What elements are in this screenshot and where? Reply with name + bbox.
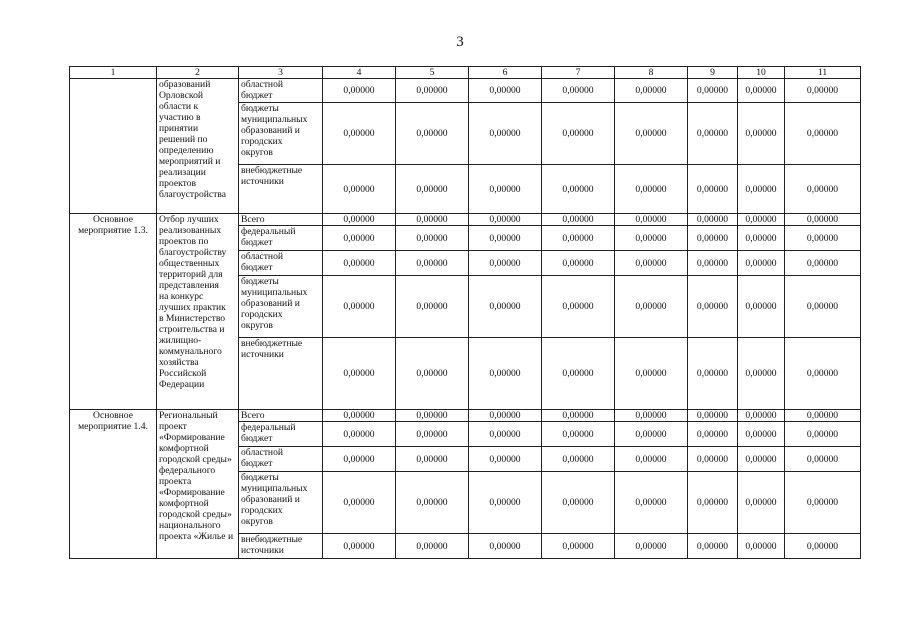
text-line: внебюджетные bbox=[241, 338, 303, 349]
amount-cell: 0,00000 bbox=[615, 472, 688, 534]
amount-cell: 0,00000 bbox=[738, 534, 785, 559]
text-line: коммунального bbox=[159, 346, 222, 357]
text-line: образований и bbox=[241, 125, 300, 136]
text-line: бюджет bbox=[241, 237, 273, 248]
amount-cell: 0,00000 bbox=[785, 472, 861, 534]
amount-cell: 0,00000 bbox=[542, 165, 615, 214]
amount-cell: 0,00000 bbox=[542, 276, 615, 338]
amount-cell: 0,00000 bbox=[469, 276, 542, 338]
text-line: бюджеты bbox=[241, 472, 279, 483]
text-line: строительства и bbox=[159, 324, 225, 335]
amount-cell: 0,00000 bbox=[469, 251, 542, 276]
amount-cell: 0,00000 bbox=[469, 79, 542, 103]
amount-cell: 0,00000 bbox=[688, 251, 738, 276]
funding-row bbox=[70, 214, 861, 226]
text-line: образований и bbox=[241, 298, 300, 309]
amount-cell: 0,00000 bbox=[785, 447, 861, 472]
text-line: муниципальных bbox=[241, 114, 308, 125]
text-line: Российской bbox=[159, 368, 207, 379]
main-event-cell bbox=[70, 410, 157, 559]
amount-cell: 0,00000 bbox=[542, 214, 615, 226]
amount-cell: 0,00000 bbox=[396, 214, 469, 226]
text-line: комфортной bbox=[159, 443, 209, 454]
amount-cell: 0,00000 bbox=[688, 79, 738, 103]
amount-cell: 0,00000 bbox=[688, 410, 738, 422]
amount-cell: 0,00000 bbox=[615, 534, 688, 559]
funding-source-cell bbox=[239, 165, 323, 214]
amount-cell: 0,00000 bbox=[785, 534, 861, 559]
text-line: решений по bbox=[159, 134, 208, 145]
amount-cell: 0,00000 bbox=[542, 447, 615, 472]
amount-cell: 0,00000 bbox=[615, 226, 688, 251]
text-line: бюджеты bbox=[241, 103, 279, 114]
amount-cell: 0,00000 bbox=[323, 103, 396, 165]
amount-cell: 0,00000 bbox=[396, 447, 469, 472]
amount-cell: 0,00000 bbox=[738, 103, 785, 165]
text-line: городских bbox=[241, 505, 283, 516]
amount-cell: 0,00000 bbox=[469, 226, 542, 251]
text-line: принятии bbox=[159, 123, 199, 134]
amount-cell: 0,00000 bbox=[542, 338, 615, 410]
amount-cell: 0,00000 bbox=[469, 165, 542, 214]
text-line: проектов по bbox=[159, 236, 209, 247]
text-line: представления bbox=[159, 280, 219, 291]
amount-cell: 0,00000 bbox=[469, 410, 542, 422]
amount-cell: 0,00000 bbox=[785, 214, 861, 226]
amount-cell: 0,00000 bbox=[688, 422, 738, 447]
amount-cell: 0,00000 bbox=[688, 103, 738, 165]
amount-cell: 0,00000 bbox=[688, 338, 738, 410]
text-line: определению bbox=[159, 145, 214, 156]
amount-cell: 0,00000 bbox=[615, 276, 688, 338]
text-line: бюджет bbox=[241, 433, 273, 444]
column-header-1: 1 bbox=[70, 67, 157, 79]
text-line: образований и bbox=[241, 494, 300, 505]
amount-cell: 0,00000 bbox=[396, 410, 469, 422]
text-line: «Формирование bbox=[159, 432, 225, 443]
amount-cell: 0,00000 bbox=[396, 472, 469, 534]
funding-source-cell bbox=[239, 447, 323, 472]
event-description-cell bbox=[157, 79, 239, 214]
text-line: бюджет bbox=[241, 90, 273, 101]
text-line: федеральный bbox=[241, 422, 296, 433]
text-line: области к bbox=[159, 101, 199, 112]
text-line: областной bbox=[241, 251, 284, 262]
text-line: бюджет bbox=[241, 458, 273, 469]
amount-cell: 0,00000 bbox=[542, 226, 615, 251]
text-line: округов bbox=[241, 147, 273, 158]
amount-cell: 0,00000 bbox=[688, 214, 738, 226]
text-line: федерального bbox=[159, 465, 216, 476]
text-line: бюджеты bbox=[241, 276, 279, 287]
amount-cell: 0,00000 bbox=[785, 251, 861, 276]
amount-cell: 0,00000 bbox=[615, 251, 688, 276]
text-line: общественных bbox=[159, 258, 220, 269]
column-header-11: 11 bbox=[785, 67, 861, 79]
amount-cell: 0,00000 bbox=[542, 79, 615, 103]
funding-source-cell bbox=[239, 472, 323, 534]
amount-cell: 0,00000 bbox=[396, 534, 469, 559]
funding-source-cell bbox=[239, 410, 323, 422]
funding-source-cell bbox=[239, 226, 323, 251]
text-line: участию в bbox=[159, 112, 201, 123]
event-description-cell bbox=[157, 214, 239, 410]
text-line: в Министерство bbox=[159, 313, 226, 324]
amount-cell: 0,00000 bbox=[738, 276, 785, 338]
column-header-10: 10 bbox=[738, 67, 785, 79]
column-header-2: 2 bbox=[157, 67, 239, 79]
amount-cell: 0,00000 bbox=[738, 422, 785, 447]
amount-cell: 0,00000 bbox=[469, 214, 542, 226]
text-line: бюджет bbox=[241, 262, 273, 273]
funding-row bbox=[70, 410, 861, 422]
text-line: проектов bbox=[159, 178, 197, 189]
amount-cell: 0,00000 bbox=[396, 251, 469, 276]
text-line: Всего bbox=[241, 410, 265, 421]
amount-cell: 0,00000 bbox=[785, 103, 861, 165]
column-header-7: 7 bbox=[542, 67, 615, 79]
text-line: областной bbox=[241, 447, 284, 458]
amount-cell: 0,00000 bbox=[785, 276, 861, 338]
amount-cell: 0,00000 bbox=[615, 447, 688, 472]
amount-cell: 0,00000 bbox=[688, 226, 738, 251]
text-line: комфортной bbox=[159, 498, 209, 509]
amount-cell: 0,00000 bbox=[396, 338, 469, 410]
text-line: благоустройству bbox=[159, 247, 227, 258]
text-line: городских bbox=[241, 309, 283, 320]
text-line: хозяйства bbox=[159, 357, 199, 368]
amount-cell: 0,00000 bbox=[615, 165, 688, 214]
text-line: Орловской bbox=[159, 90, 204, 101]
text-line: образований bbox=[159, 79, 211, 90]
amount-cell: 0,00000 bbox=[323, 214, 396, 226]
amount-cell: 0,00000 bbox=[323, 422, 396, 447]
funding-source-cell bbox=[239, 276, 323, 338]
funding-source-cell bbox=[239, 79, 323, 103]
column-header-5: 5 bbox=[396, 67, 469, 79]
text-line: Всего bbox=[241, 214, 265, 225]
column-header-8: 8 bbox=[615, 67, 688, 79]
text-line: федеральный bbox=[241, 226, 296, 237]
funding-source-cell bbox=[239, 251, 323, 276]
text-line: реализованных bbox=[159, 225, 222, 236]
text-line: муниципальных bbox=[241, 287, 308, 298]
amount-cell: 0,00000 bbox=[542, 534, 615, 559]
funding-source-cell bbox=[239, 103, 323, 165]
amount-cell: 0,00000 bbox=[323, 338, 396, 410]
amount-cell: 0,00000 bbox=[785, 79, 861, 103]
amount-cell: 0,00000 bbox=[615, 410, 688, 422]
amount-cell: 0,00000 bbox=[469, 534, 542, 559]
amount-cell: 0,00000 bbox=[396, 422, 469, 447]
amount-cell: 0,00000 bbox=[738, 214, 785, 226]
text-line: лучших практик bbox=[159, 302, 226, 313]
amount-cell: 0,00000 bbox=[469, 422, 542, 447]
text-line: городской среды» bbox=[159, 454, 232, 465]
text-line: городской среды» bbox=[159, 509, 232, 520]
amount-cell: 0,00000 bbox=[323, 534, 396, 559]
amount-cell: 0,00000 bbox=[785, 165, 861, 214]
funding-source-cell bbox=[239, 214, 323, 226]
amount-cell: 0,00000 bbox=[542, 472, 615, 534]
text-line: проект bbox=[159, 421, 187, 432]
amount-cell: 0,00000 bbox=[396, 165, 469, 214]
amount-cell: 0,00000 bbox=[615, 103, 688, 165]
amount-cell: 0,00000 bbox=[738, 447, 785, 472]
amount-cell: 0,00000 bbox=[323, 447, 396, 472]
amount-cell: 0,00000 bbox=[542, 251, 615, 276]
amount-cell: 0,00000 bbox=[785, 226, 861, 251]
amount-cell: 0,00000 bbox=[738, 251, 785, 276]
amount-cell: 0,00000 bbox=[323, 410, 396, 422]
amount-cell: 0,00000 bbox=[323, 165, 396, 214]
funding-source-cell bbox=[239, 534, 323, 559]
amount-cell: 0,00000 bbox=[738, 226, 785, 251]
text-line: проекта «Жилье и bbox=[159, 531, 234, 542]
column-header-3: 3 bbox=[239, 67, 323, 79]
text-line: «Формирование bbox=[159, 487, 225, 498]
text-line: внебюджетные bbox=[241, 165, 303, 176]
amount-cell: 0,00000 bbox=[396, 79, 469, 103]
column-header-6: 6 bbox=[469, 67, 542, 79]
amount-cell: 0,00000 bbox=[396, 103, 469, 165]
text-line: благоустройства bbox=[159, 189, 227, 200]
text-line: на конкурс bbox=[159, 291, 204, 302]
amount-cell: 0,00000 bbox=[542, 103, 615, 165]
amount-cell: 0,00000 bbox=[542, 410, 615, 422]
amount-cell: 0,00000 bbox=[542, 422, 615, 447]
amount-cell: 0,00000 bbox=[688, 534, 738, 559]
text-line: территорий для bbox=[159, 269, 223, 280]
amount-cell: 0,00000 bbox=[323, 472, 396, 534]
amount-cell: 0,00000 bbox=[469, 103, 542, 165]
amount-cell: 0,00000 bbox=[785, 422, 861, 447]
text-line: Основное bbox=[93, 410, 133, 421]
amount-cell: 0,00000 bbox=[615, 79, 688, 103]
text-line: жилищно- bbox=[159, 335, 202, 346]
text-line: муниципальных bbox=[241, 483, 308, 494]
text-line: областной bbox=[241, 79, 284, 90]
amount-cell: 0,00000 bbox=[738, 410, 785, 422]
column-header-4: 4 bbox=[323, 67, 396, 79]
event-description-cell bbox=[157, 410, 239, 559]
amount-cell: 0,00000 bbox=[738, 472, 785, 534]
amount-cell: 0,00000 bbox=[688, 276, 738, 338]
funding-row bbox=[70, 79, 861, 103]
amount-cell: 0,00000 bbox=[323, 79, 396, 103]
budget-table bbox=[69, 66, 861, 559]
amount-cell: 0,00000 bbox=[323, 276, 396, 338]
text-line: Отбор лучших bbox=[159, 214, 219, 225]
amount-cell: 0,00000 bbox=[469, 472, 542, 534]
text-line: округов bbox=[241, 320, 273, 331]
text-line: городских bbox=[241, 136, 283, 147]
amount-cell: 0,00000 bbox=[738, 165, 785, 214]
main-event-cell bbox=[70, 79, 157, 214]
amount-cell: 0,00000 bbox=[785, 338, 861, 410]
amount-cell: 0,00000 bbox=[323, 251, 396, 276]
amount-cell: 0,00000 bbox=[615, 214, 688, 226]
main-event-cell bbox=[70, 214, 157, 410]
text-line: реализации bbox=[159, 167, 206, 178]
amount-cell: 0,00000 bbox=[738, 79, 785, 103]
text-line: Региональный bbox=[159, 410, 218, 421]
funding-source-cell bbox=[239, 338, 323, 410]
amount-cell: 0,00000 bbox=[469, 338, 542, 410]
text-line: национального bbox=[159, 520, 221, 531]
column-number-row bbox=[70, 67, 861, 79]
amount-cell: 0,00000 bbox=[615, 422, 688, 447]
amount-cell: 0,00000 bbox=[323, 226, 396, 251]
text-line: внебюджетные bbox=[241, 534, 303, 545]
text-line: источники bbox=[241, 176, 284, 187]
amount-cell: 0,00000 bbox=[396, 226, 469, 251]
page-number: 3 bbox=[456, 34, 464, 50]
text-line: источники bbox=[241, 349, 284, 360]
amount-cell: 0,00000 bbox=[688, 472, 738, 534]
amount-cell: 0,00000 bbox=[785, 410, 861, 422]
text-line: Основное bbox=[93, 214, 133, 225]
amount-cell: 0,00000 bbox=[469, 447, 542, 472]
funding-source-cell bbox=[239, 422, 323, 447]
text-line: источники bbox=[241, 545, 284, 556]
column-header-9: 9 bbox=[688, 67, 738, 79]
amount-cell: 0,00000 bbox=[615, 338, 688, 410]
text-line: мероприятие 1.3. bbox=[78, 225, 148, 236]
amount-cell: 0,00000 bbox=[688, 165, 738, 214]
text-line: Федерации bbox=[159, 379, 205, 390]
amount-cell: 0,00000 bbox=[738, 338, 785, 410]
amount-cell: 0,00000 bbox=[396, 276, 469, 338]
text-line: округов bbox=[241, 516, 273, 527]
text-line: мероприятий и bbox=[159, 156, 221, 167]
text-line: проекта bbox=[159, 476, 192, 487]
text-line: мероприятие 1.4. bbox=[78, 421, 148, 432]
amount-cell: 0,00000 bbox=[688, 447, 738, 472]
